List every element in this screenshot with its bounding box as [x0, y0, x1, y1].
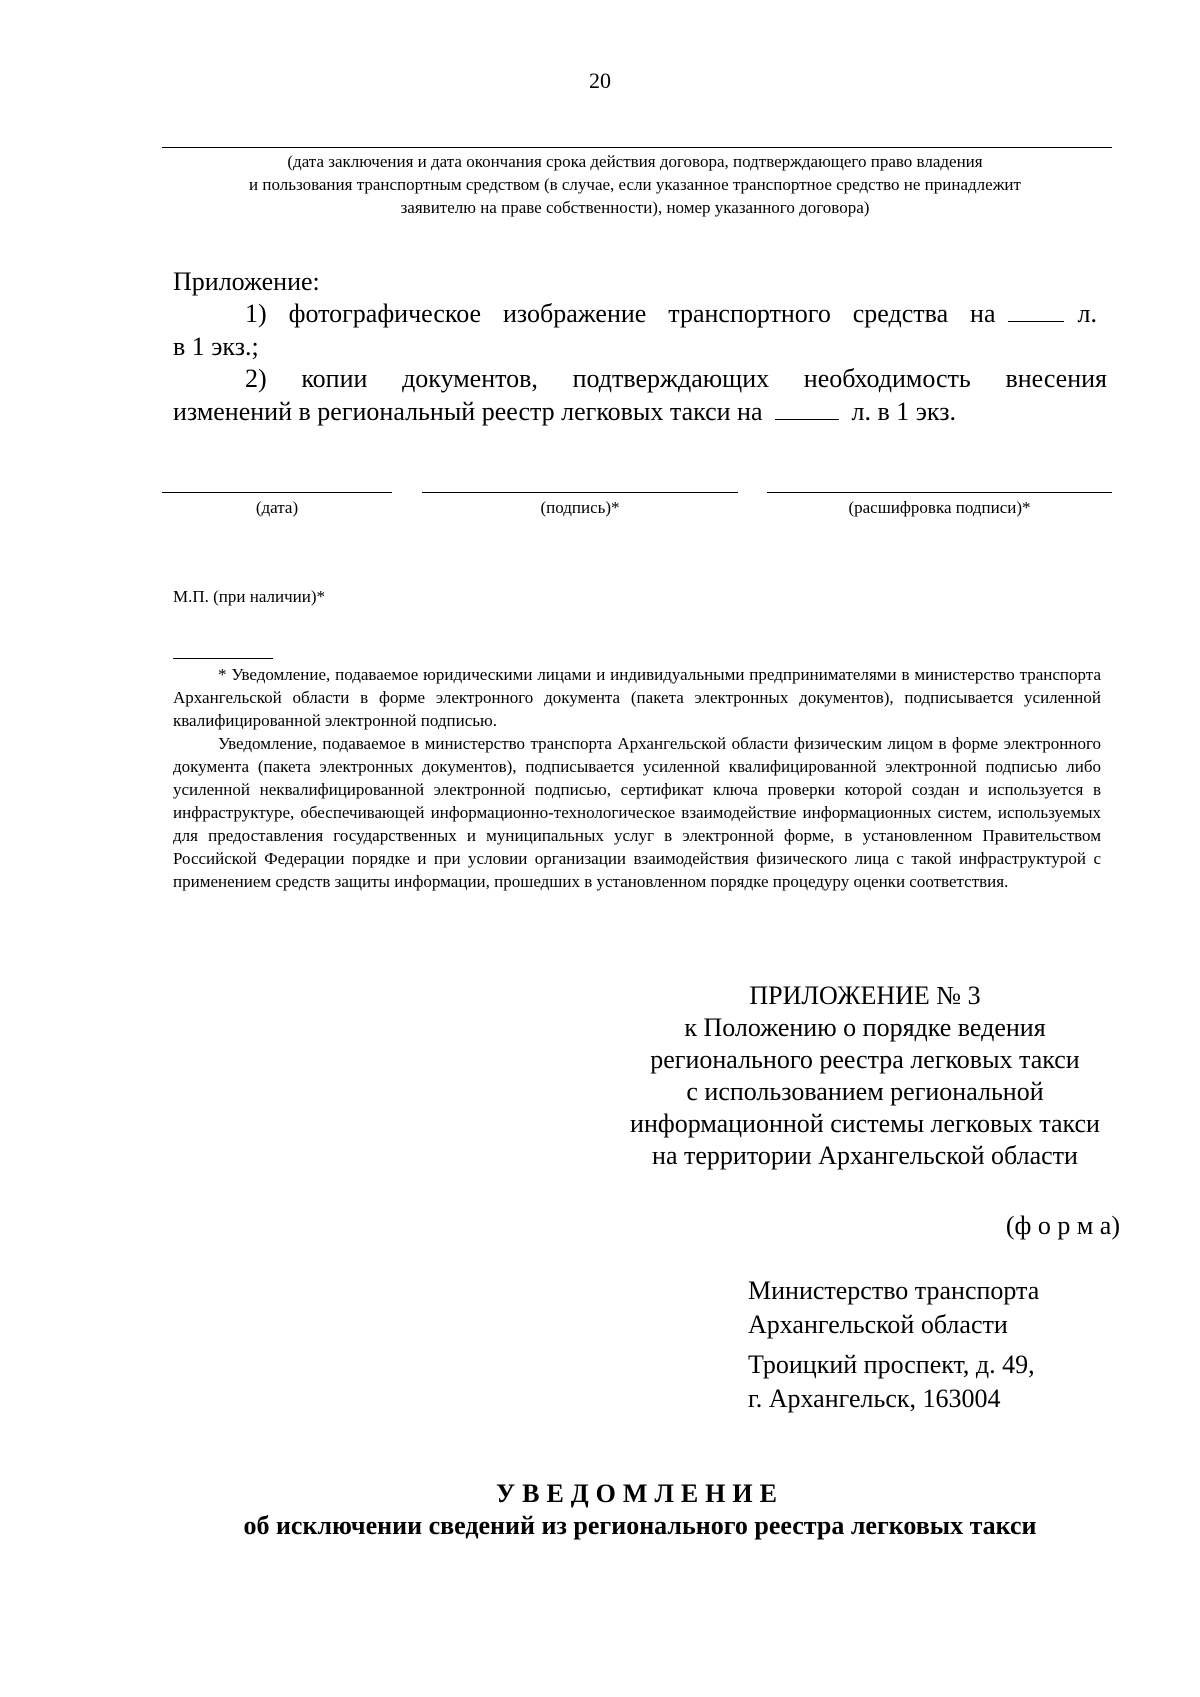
- notice-title: УВЕДОМЛЕНИЕ: [496, 1479, 784, 1508]
- appendix-line: информационной системы легковых такси: [630, 1109, 1100, 1138]
- decode-signature-line: [767, 492, 1112, 493]
- addressee-line: Троицкий проспект, д. 49,: [748, 1350, 1035, 1379]
- addressee-line: Архангельской области: [748, 1310, 1008, 1339]
- attachment-item2-unit: л. в 1 экз.: [851, 397, 956, 426]
- attachment-item2-line1: 2) копии документов, подтверждающих необходимость внесения: [245, 364, 1107, 393]
- footnote: [173, 663, 1101, 893]
- appendix-block: [590, 980, 1140, 1172]
- attachment-heading: Приложение:: [173, 267, 320, 296]
- attachment-item1-pages-blank: [1008, 320, 1064, 322]
- attachment-item1-line1: [245, 298, 1105, 330]
- footnote-paragraph-2: Уведомление, подаваемое в министерство транспорта Архангельской области физическим лицом в форме электронного документа (пакета электронных документов), подписывается усиленной квалифицированной электронной подписью либо усиленной неквалифицированной электронной подписью, сертификат ключа проверки которой создан и используется в инфраструктуре, обеспечивающей информационно-технологическое взаимодействие информационных систем, используемых для предоставления государственных и муниципальных услуг в электронной форме, в установленном Правительством Российской Федерации порядке и при условии организации взаимодействия физического лица с такой инфраструктурой с применением средств защиты информации, прошедших в установленном порядке процедуру оценки соответствия.: [173, 734, 1101, 891]
- contract-caption-line: и пользования транспортным средством (в случае, если указанное транспортное средство не принадлежит: [249, 175, 1021, 194]
- appendix-line: на территории Архангельской области: [652, 1141, 1078, 1170]
- appendix-line: регионального реестра легковых такси: [650, 1045, 1080, 1074]
- contract-field-line: [162, 147, 1112, 148]
- form-label: (ф о р м а): [1005, 1211, 1120, 1240]
- attachment-item2-line2: [173, 396, 956, 428]
- signature-label: (подпись)*: [540, 498, 620, 517]
- attachment-item2-pages-blank: [775, 418, 839, 420]
- signature-line: [422, 492, 738, 493]
- decode-signature-label: (расшифровка подписи)*: [848, 498, 1031, 517]
- notice-subtitle: об исключении сведений из регионального реестра легковых такси: [243, 1511, 1037, 1540]
- attachment-item1-unit: л.: [1077, 299, 1097, 328]
- appendix-line: с использованием региональной: [686, 1077, 1044, 1106]
- attachment-item1-text: 1) фотографическое изображение транспортного средства на: [245, 299, 996, 328]
- attachment-item1-line2: в 1 экз.;: [173, 332, 259, 361]
- addressee-line: г. Архангельск, 163004: [748, 1384, 1001, 1413]
- contract-caption-line: (дата заключения и дата окончания срока действия договора, подтверждающего право владения: [287, 152, 983, 171]
- appendix-line: к Положению о порядке ведения: [684, 1013, 1046, 1042]
- page-number: 20: [589, 68, 611, 93]
- date-signature-line: [162, 492, 392, 493]
- appendix-title: ПРИЛОЖЕНИЕ № 3: [749, 981, 981, 1010]
- addressee-block: [748, 1274, 1039, 1416]
- footnote-paragraph-1: * Уведомление, подаваемое юридическими лицами и индивидуальными предпринимателями в министерство транспорта Архангельской области в форме электронного документа (пакета электронных документов), подписывается усиленной квалифицированной электронной подписью.: [173, 665, 1101, 730]
- footnote-separator: [173, 658, 273, 659]
- contract-caption: [130, 150, 1140, 219]
- stamp-label: М.П. (при наличии)*: [173, 587, 326, 606]
- date-label: (дата): [255, 498, 299, 517]
- attachment-item2-text: изменений в региональный реестр легковых такси на: [173, 397, 763, 426]
- addressee-line: Министерство транспорта: [748, 1276, 1040, 1305]
- contract-caption-line: заявителю на праве собственности), номер указанного договора): [400, 198, 870, 217]
